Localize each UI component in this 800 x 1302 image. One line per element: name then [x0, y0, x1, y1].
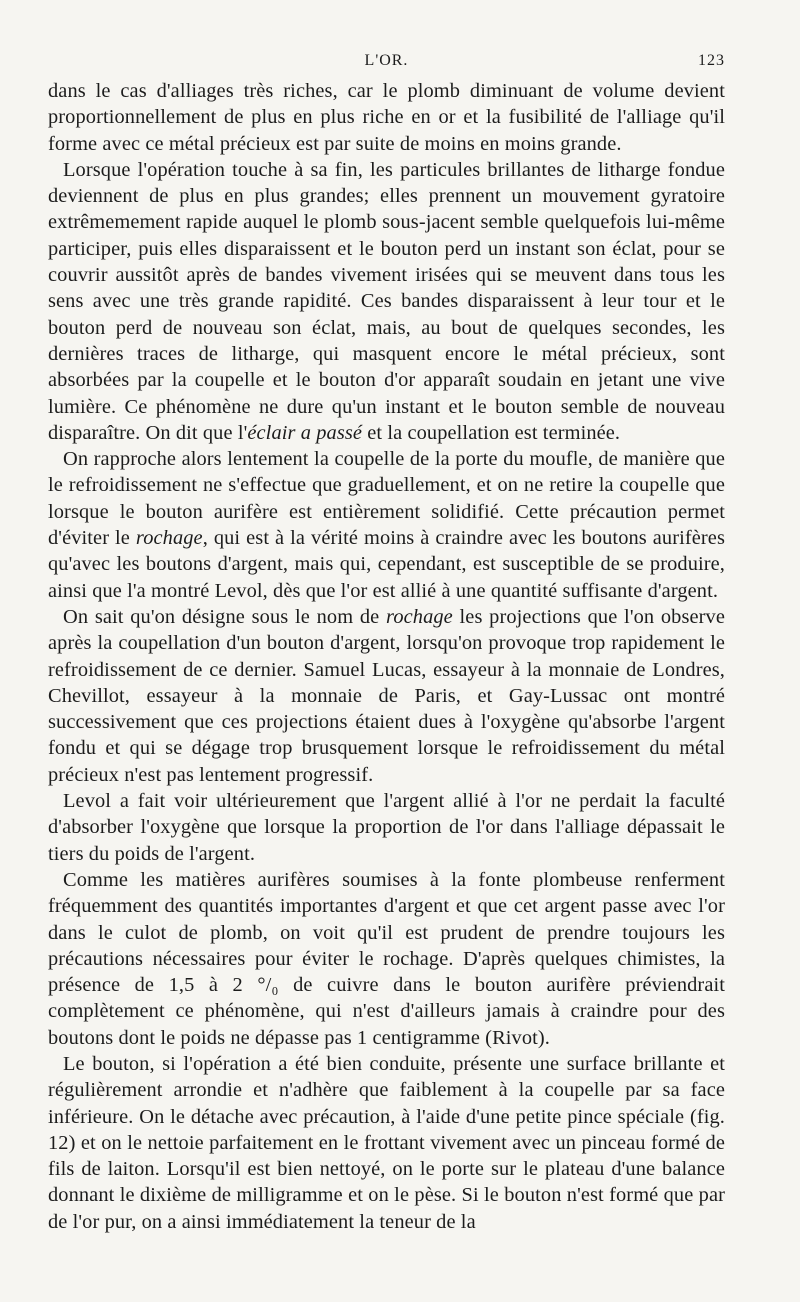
text-run: Levol a fait voir ultérieurement que l'argent allié à l'or ne perdait la faculté d'absorber l'oxygène que lorsque la proportion de l'or dans l'alliage dépassait le tiers du poids de l'argent.: [48, 790, 725, 865]
text-run: et la coupellation est terminée.: [362, 421, 621, 444]
text-run: dans le cas d'alliages très riches, car le plomb diminuant de volume devient proportionnellement de plus en plus riche en or et la fusibilité de l'alliage qu'il forme avec ce métal précieux est par suite de moins en moins grande.: [48, 80, 725, 155]
text-run: On sait qu'on désigne sous le nom de: [63, 605, 387, 628]
page-body: [48, 78, 725, 1235]
paragraph: [48, 867, 725, 1051]
text-run: Lorsque l'opération touche à sa fin, les particules brillantes de litharge fondue deviennent de plus en plus grandes; elles prennent un mouvement gyratoire extrêmemement rapide auquel le plomb sous-jacent semble quelquefois lui-même participer, puis elles disparaissent et le bouton perd un instant son éclat, pour se couvrir aussitôt après de bandes vivement irisées qui se meuvent dans tous les sens avec une très grande rapidité. Ces bandes disparaissent à leur tour et le bouton perd de nouveau son éclat, mais, au bout de quelques secondes, les dernières traces de litharge, qui masquent encore le métal précieux, sont absorbées par la coupelle et le bouton d'or apparaît soudain en jetant une vive lumière. Ce phénomène ne dure qu'un instant et le bouton semble de nouveau disparaître. On dit que l': [48, 158, 725, 444]
text-run: les projections que l'on observe après la coupellation d'un bouton d'argent, lorsqu'on provoque trop rapidement le refroidissement de ce dernier. Samuel Lucas, essayeur à la monnaie de Londres, Chevillot, essayeur à la monnaie de Paris, et Gay-Lussac ont montré successivement que ces projections étaient dues à l'oxygène qu'absorbe l'argent fondu et qui se dégage trop brusquement lorsque le refroidissement du métal précieux n'est pas lentement progressif.: [48, 605, 726, 786]
italic-term: rochage: [386, 605, 453, 628]
paragraph: [48, 157, 725, 446]
paragraph: [48, 78, 725, 157]
running-header: [48, 52, 725, 78]
paragraph: [48, 604, 725, 788]
italic-term: rochage: [135, 527, 203, 550]
page-number: 123: [698, 52, 725, 69]
running-title: L'OR.: [364, 52, 409, 69]
text-run: On rapproche alors lentement la coupelle de la porte du moufle, de manière que le refroidissement ne s'effectue que graduellement, et on ne retire la coupelle que lorsque le bouton aurifère est entièrement solidifié. Cette précaution permet d'éviter le: [48, 448, 725, 550]
book-page: [48, 52, 725, 1235]
paragraph: [48, 1051, 725, 1235]
text-run: Le bouton, si l'opération a été bien conduite, présente une surface brillante et régulièrement arrondie et n'adhère que faiblement à la coupelle par sa face inférieure. On le détache avec précaution, à l'aide d'une petite pince spéciale (fig. 12) et on le nettoie parfaitement en le frottant vivement avec un pinceau formé de fils de laiton. Lorsqu'il est bien nettoyé, on le porte sur le plateau d'une balance donnant le dixième de milligramme et on le pèse. Si le bouton n'est formé que par de l'or pur, on a ainsi immédiatement la teneur de la: [48, 1052, 725, 1233]
paragraph: [48, 788, 725, 867]
text-run: , qui est à la vérité moins à craindre avec les boutons aurifères qu'avec les boutons d'argent, mais qui, cependant, est susceptible de se produire, ainsi que l'a montré Levol, dès que l'or est allié à une quantité suffisante d'argent.: [48, 527, 725, 602]
text-run: Comme les matières aurifères soumises à la fonte plombeuse renferment fréquemment des quantités importantes d'argent et que cet argent passe avec l'or dans le culot de plomb, on voit qu'il est prudent de prendre toujours les précautions nécessaires pour éviter le rochage. D'après quelques chimistes, la présence de 1,5 à 2 °/₀ de cuivre dans le bouton aurifère préviendrait complètement ce phénomène, qui n'est d'ailleurs jamais à craindre pour des boutons dont le poids ne dépasse pas 1 centigramme (Rivot).: [48, 868, 725, 1049]
italic-term: éclair a passé: [247, 421, 363, 444]
paragraph: [48, 446, 725, 604]
